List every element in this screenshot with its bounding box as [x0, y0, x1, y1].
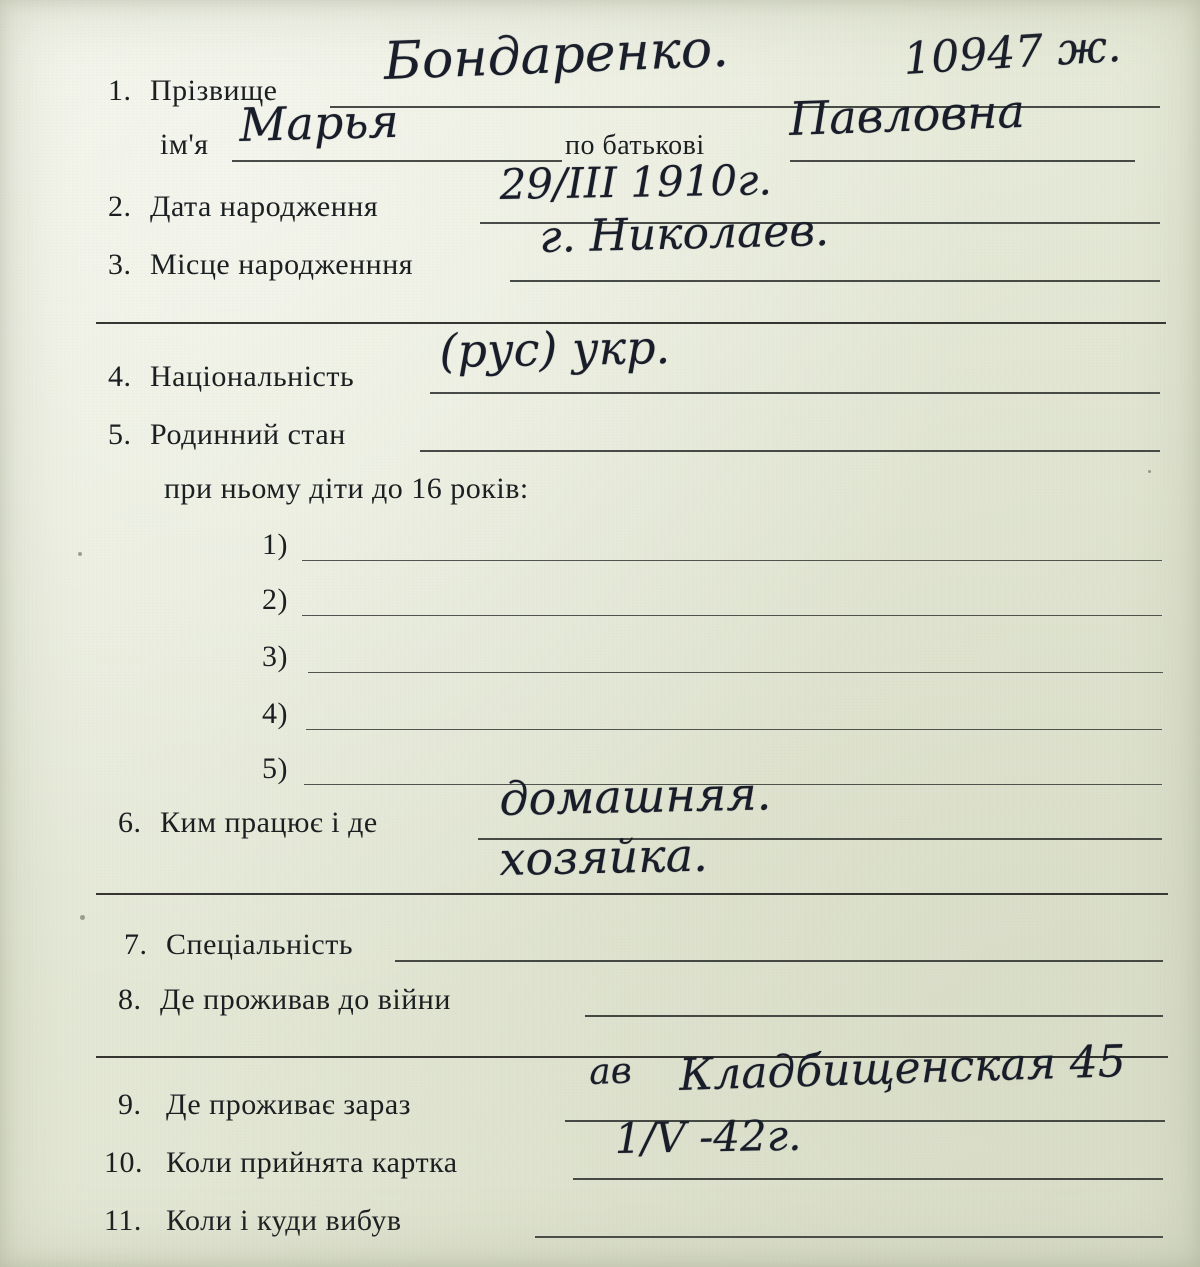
field-9-handwriting: Кладбищенская 45: [678, 1035, 1127, 1101]
field-8-rule: [585, 1015, 1163, 1017]
field-4-handwriting: (рус) укр.: [439, 319, 671, 378]
child-index: 2): [262, 583, 288, 616]
field-6-number: [118, 806, 142, 840]
child-row-3-rule: [308, 672, 1163, 673]
field-9-label: [166, 1088, 411, 1122]
field-1-number-handwriting: 10947 ж.: [901, 20, 1123, 85]
field-9-prefix-handwriting: ав: [588, 1050, 633, 1093]
field-label: Дата народження: [150, 190, 379, 223]
field-label: Національність: [150, 360, 355, 393]
field-5-rule: [420, 450, 1160, 452]
field-2-label: [150, 190, 378, 224]
field-label: Місце народженння: [150, 248, 414, 281]
children-subtitle: [164, 472, 529, 506]
field-5-number: [108, 418, 132, 452]
field-number: 7.: [124, 928, 148, 961]
child-index: 3): [262, 640, 288, 673]
child-row-3-number: [262, 640, 288, 674]
field-2-handwriting: 29/III 1910г.: [499, 155, 773, 209]
field-patronymic-handwriting: Павловна: [788, 83, 1026, 146]
field-number: 2.: [108, 190, 132, 223]
field-6-label: [160, 806, 378, 840]
field-3-number: [108, 248, 132, 282]
field-6-continuation-rule: [96, 893, 1168, 895]
field-number: 6.: [118, 806, 142, 839]
child-row-4-rule: [306, 729, 1162, 730]
field-label: Ким працює і де: [160, 806, 378, 839]
child-row-1-number: [262, 528, 288, 562]
paper-speck: [80, 915, 85, 920]
field-1b-rule-2: [790, 160, 1135, 162]
field-10-number: [104, 1146, 143, 1180]
field-2-number: [108, 190, 132, 224]
field-10-label: [166, 1146, 458, 1180]
field-3-label: [150, 248, 413, 282]
field-label: Родинний стан: [150, 418, 346, 451]
field-number: 3.: [108, 248, 132, 281]
field-11-label: [166, 1204, 402, 1238]
field-number: 10.: [104, 1146, 143, 1179]
field-label: Спеціальність: [166, 928, 353, 961]
field-4-label: [150, 360, 354, 394]
field-firstname-handwriting: Марья: [238, 93, 400, 152]
field-1-rule: [330, 106, 1160, 108]
field-label: при ньому діти до 16 років:: [164, 472, 529, 505]
field-8-number: [118, 983, 142, 1017]
child-index: 5): [262, 752, 288, 785]
field-label: ім'я: [160, 128, 209, 161]
child-row-1-rule: [302, 560, 1162, 561]
field-3-handwriting: г. Николаев.: [538, 204, 830, 263]
field-label: Де проживав до війни: [160, 983, 451, 1016]
child-index: 4): [262, 697, 288, 730]
field-label: Де проживає зараз: [166, 1088, 412, 1121]
field-4-number: [108, 360, 132, 394]
field-number: 5.: [108, 418, 132, 451]
field-1-handwriting: Бондаренко.: [382, 18, 730, 93]
child-row-4-number: [262, 697, 288, 731]
child-row-5-number: [262, 752, 288, 786]
paper-speck: [1148, 470, 1151, 473]
field-8-label: [160, 983, 451, 1017]
field-7-number: [124, 928, 148, 962]
field-7-rule: [395, 960, 1163, 962]
field-number: 8.: [118, 983, 142, 1016]
field-5-label: [150, 418, 346, 452]
field-label: по батькові: [565, 130, 705, 161]
field-9-number: [118, 1088, 142, 1122]
child-index: 1): [262, 528, 288, 561]
child-row-2-rule: [302, 615, 1162, 616]
field-6-handwriting-line1: домашняя.: [498, 766, 772, 826]
field-4-rule: [430, 392, 1160, 394]
field-label: Прізвище: [150, 74, 278, 107]
field-1-number: [108, 74, 132, 108]
field-7-label: [166, 928, 353, 962]
field-6-handwriting-line2: хозяйка.: [498, 827, 709, 886]
field-number: 4.: [108, 360, 132, 393]
paper-speck: [78, 552, 82, 556]
field-10-handwriting: 1/V -42г.: [614, 1110, 802, 1163]
field-11-rule: [535, 1236, 1163, 1238]
field-10-rule: [573, 1178, 1163, 1180]
field-3-rule: [510, 280, 1160, 282]
field-label: Коли і куди вибув: [166, 1204, 402, 1237]
field-1b-label: [160, 128, 209, 162]
field-number: 9.: [118, 1088, 142, 1121]
child-row-2-number: [262, 583, 288, 617]
field-label: Коли прийнята картка: [166, 1146, 458, 1179]
field-number: 11.: [104, 1204, 142, 1237]
field-11-number: [104, 1204, 142, 1238]
field-number: 1.: [108, 74, 132, 107]
